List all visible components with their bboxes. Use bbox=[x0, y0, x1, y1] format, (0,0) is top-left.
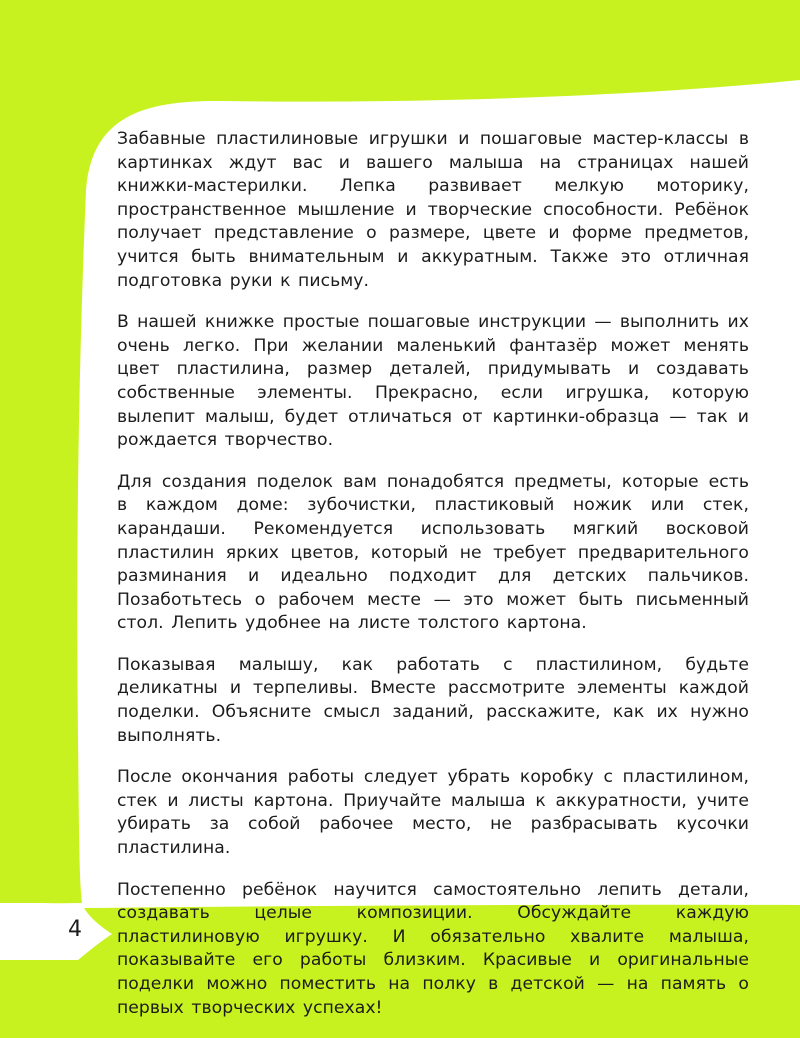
page-number: 4 bbox=[68, 917, 82, 942]
paragraph-instructions: В нашей книжке простые пошаговые инструкции — выполнить их очень легко. При желании маленький фантазёр может менять цвет пластилина, размер деталей, придумывать и создавать собственные элементы. Прекрасно, если игрушка, которую вылепит малыш, будет отличаться от картинки-образца — так и рождается творчество. bbox=[117, 312, 749, 451]
paragraph-showing: Показывая малышу, как работать с пластилином, будьте деликатны и терпеливы. Вместе рассмотрите элементы каждой поделки. Объясните смысл заданий, расскажите, как их нужно выполнять. bbox=[117, 654, 749, 746]
paragraph-cleanup: После окончания работы следует убрать коробку с пластилином, стек и листы картона. Приучайте малыша к аккуратности, учите убирать за собой рабочее место, не разбрасывать кусочки пластилина. bbox=[117, 767, 749, 859]
paragraph-intro: Забавные пластилиновые игрушки и пошаговые мастер-классы в картинках ждут вас и вашего малыша на страницах нашей книжки-мастерилки. Лепка развивает мелкую моторику, пространственное мышление и творческие способности. Ребёнок получает представление о размере, цвете и форме предметов, учится быть внимательным и аккуратным. Также это отличная подготовка руки к письму. bbox=[117, 129, 749, 291]
paragraph-progress: Постепенно ребёнок научится самостоятельно лепить детали, создавать целые композиции. Обсуждайте каждую пластилиновую игрушку. И обязательно хвалите малыша, показывайте его работы близким. Красивые и оригинальные поделки можно поместить на полку в детской — на память о первых творческих успехах! bbox=[117, 879, 749, 1018]
paragraph-materials: Для создания поделок вам понадобятся предметы, которые есть в каждом доме: зубочистки, пластиковый ножик или стек, карандаши. Рекомендуется использовать мягкий восковой пластилин ярких цветов, который не требует предварительного разминания и идеально подходит для детских пальчиков. Позаботьтесь о рабочем месте — это может быть письменный стол. Лепить удобнее на листе толстого картона. bbox=[117, 471, 749, 634]
article-body bbox=[117, 128, 749, 1038]
